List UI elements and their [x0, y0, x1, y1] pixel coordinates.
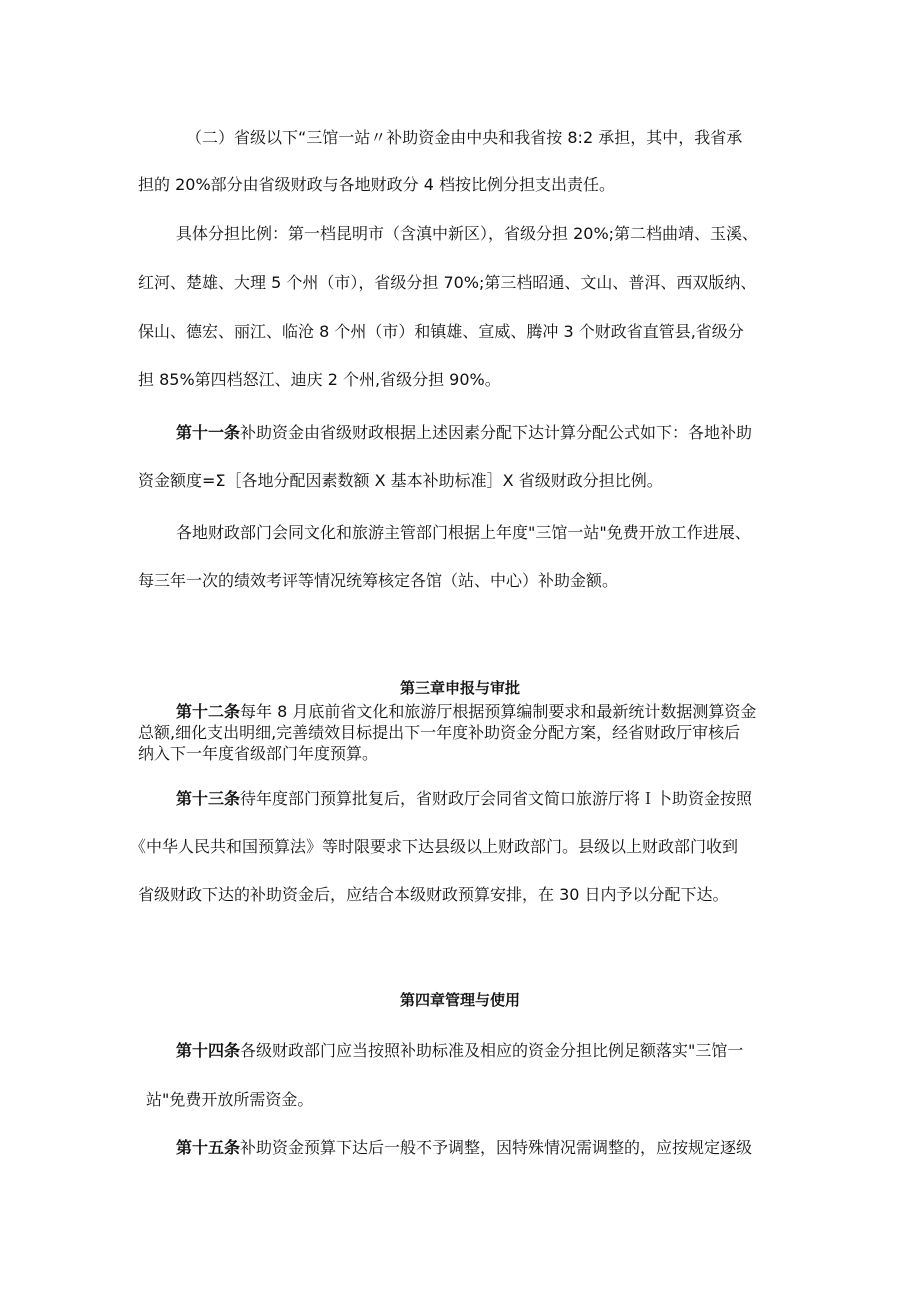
chapter-heading: 第三章申报与审批	[399, 679, 520, 697]
paragraph-line: 具体分担比例：第一档昆明市（含滇中新区），省级分担 20%;第二档曲靖、玉溪、	[176, 224, 759, 243]
article-12-block	[138, 701, 788, 764]
article-title: 第十五条	[176, 1138, 241, 1157]
article-title: 第十一条	[176, 423, 241, 442]
article-text: 补助资金由省级财政根据上述因素分配下达计算分配公式如下：各地补助	[240, 423, 753, 442]
paragraph-line: 纳入下一年度省级部门年度预算。	[138, 744, 379, 763]
article-14-line	[176, 1040, 743, 1062]
article-title: 第十二条	[176, 702, 241, 721]
article-11-line	[176, 422, 752, 444]
paragraph-line: 资金额度=Σ［各地分配因素数额 X 基本补助标准］X 省级财政分担比例。	[138, 471, 663, 490]
article-text: 各级财政部门应当按照补助标准及相应的资金分担比例足额落实"三馆一	[240, 1041, 744, 1060]
article-12-line	[138, 701, 788, 722]
article-13-line	[176, 788, 752, 810]
article-15-line	[176, 1137, 752, 1159]
article-title: 第十四条	[176, 1041, 241, 1060]
article-title: 第十三条	[176, 789, 241, 808]
paragraph-line: 总额,细化支出明细,完善绩效目标提出下一年度补助资金分配方案，经省财政厅审核后	[138, 723, 741, 742]
paragraph-line: 《中华人民共和国预算法》等时限要求下达县级以上财政部门。县级以上财政部门收到	[130, 837, 739, 856]
paragraph-line: 担 85%第四档怒江、迪庆 2 个州,省级分担 90%。	[138, 370, 501, 389]
paragraph-line: 省级财政下达的补助资金后，应结合本级财政预算安排，在 30 日内予以分配下达。	[138, 885, 729, 904]
article-text: 待年度部门预算批复后，省财政厅会同省文简口旅游厅将Ｉ卜助资金按照	[240, 789, 753, 808]
paragraph-line: 担的 20%部分由省级财政与各地财政分 4 档按比例分担支出责任。	[138, 175, 616, 194]
paragraph-line: 站"免费开放所需资金。	[146, 1090, 314, 1109]
paragraph-line: 各地财政部门会同文化和旅游主管部门根据上年度"三馆一站"免费开放工作进展、	[176, 523, 751, 542]
paragraph-line: 每三年一次的绩效考评等情况统筹核定各馆（站、中心）补助金额。	[138, 571, 619, 590]
paragraph-line: 保山、德宏、丽江、临沧 8 个州（市）和镇雄、宣威、腾冲 3 个财政省直管县,省级分	[138, 322, 744, 341]
article-text: 每年 8 月底前省文化和旅游厅根据预算编制要求和最新统计数据测算资金	[240, 702, 757, 721]
chapter-heading: 第四章管理与使用	[399, 991, 520, 1009]
article-text: 补助资金预算下达后一般不予调整，因特殊情况需调整的，应按规定逐级	[240, 1138, 753, 1157]
paragraph-line: （二）省级以下“三馆一站〃补助资金由中央和我省按 8:2 承担，其中，我省承	[186, 128, 743, 147]
paragraph-line: 红河、楚雄、大理 5 个州（市），省级分担 70%;第三档昭通、文山、普洱、西双版纳、	[138, 273, 757, 292]
